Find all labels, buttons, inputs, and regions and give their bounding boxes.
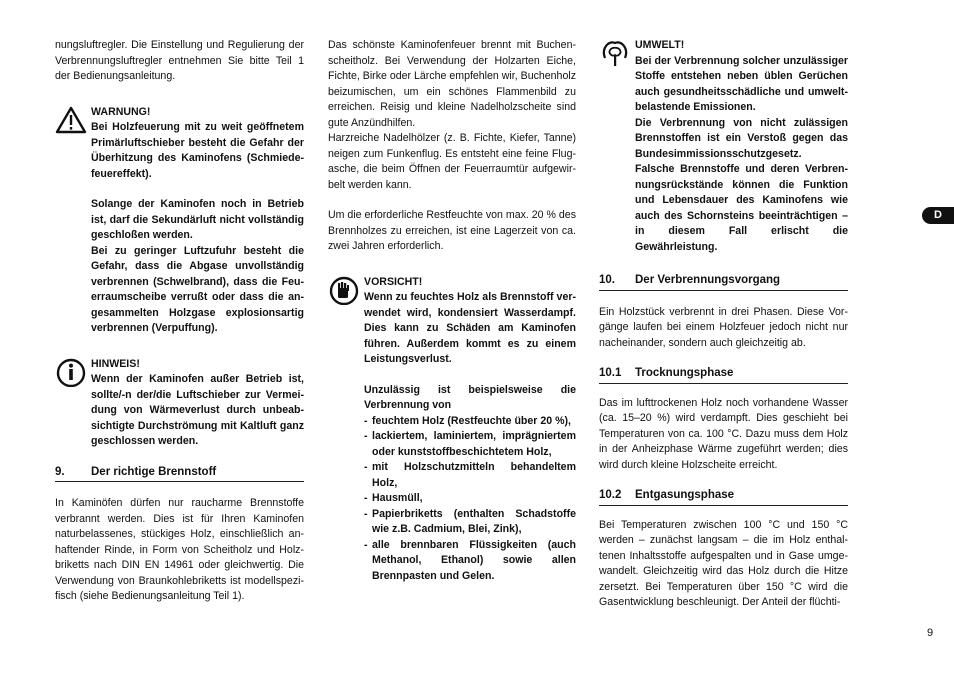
warning-text-1: Bei Holzfeuerung mit zu weit geöffnetem Primärluftschieber besteht die Gefahr der Überhitzung des Kaminofens (Schmiedefeuereffekt). [91, 121, 304, 180]
section-10-number: 10. [599, 274, 615, 286]
warning-triangle-icon [55, 105, 87, 135]
column-left [55, 38, 304, 605]
hint-title: HINWEIS! [91, 357, 140, 370]
list-item: - Hausmüll, [364, 491, 576, 507]
environment-notice [599, 38, 848, 255]
section-9-heading [55, 465, 304, 483]
column-middle [328, 38, 576, 584]
caution-list-title: Unzulässig ist beispielsweise die Verbrennung von [364, 383, 576, 411]
environment-text-2: Die Verbrennung von nicht zulässigen Brennstoffen ist ein Verstoß gegen das Bundesimmissionsschutzgesetz. [635, 116, 848, 160]
list-item: - Papierbriketts (enthalten Schadstoffe wie z.B. Cadmium, Blei, Zink), [364, 507, 576, 538]
section-10-2-number: 10.2 [599, 489, 622, 501]
moisture-paragraph: Um die erforderliche Restfeuchte von max. 20 % des Brennholzes zu erreichen, ist eine Lagerzeit von ca. zwei Jahren erforderlich. [328, 209, 576, 252]
intro-paragraph: nungsluftregler. Die Einstellung und Regulierung der Verbrennungsluftregler entnehmen Sie bitte Teil 1 der Bedienungsanleitung. [55, 39, 304, 82]
language-tab: D [922, 207, 954, 224]
section-9-number: 9. [55, 465, 65, 478]
column-right [599, 38, 848, 611]
environment-text-1: Bei der Verbrennung solcher unzulässiger Stoffe entstehen neben üblen Gerüchen auch gesundheitsschädliche und umweltbelastende Emissionen. [635, 54, 848, 113]
environment-title: UMWELT! [635, 39, 685, 51]
caution-title: VORSICHT! [364, 275, 423, 288]
beech-wood-paragraph: Das schönste Kaminofenfeuer brennt mit Buchenscheitholz. Bei Verwendung der Holzarten Eiche, Fichte, Birke oder Lärche empfehlen wir, Buchenholz beizumischen, um ein schönes Flammenbild zu erreichen. Reisig und kleine Nadelholzscheite sind gute Anzündhilfen. [328, 39, 576, 129]
section-10-1-title: Trocknungsphase [635, 367, 734, 379]
page-number: 9 [927, 627, 934, 639]
forbidden-fuels-list [364, 414, 576, 585]
list-item: - lackiertem, laminiertem, imprägniertem oder kunststoffbeschichtetem Holz, [364, 429, 576, 460]
hint-text: Wenn der Kaminofen außer Betrieb ist, sollte/-n der/die Luftschieber zur Vermeidung von Wärmeverlust durch unbeabsichtigte Durchströmung mit Kaltluft ganz geschlossen werden. [91, 373, 304, 447]
info-icon [55, 357, 87, 387]
section-10-paragraph: Ein Holzstück verbrennt in drei Phasen. Diese Vorgänge laufen bei einem Holzfeuer jedoch nicht nur nacheinander, sondern auch gleichzeitig ab. [599, 305, 848, 349]
environment-text-3: Falsche Brennstoffe und deren Verbrennungsrückstände können die Funktion und Lebensdauer des Kaminofens wie auch des Schornsteins beeinträchtigen – in diesem Fall erlischt die Gewährleistung. [635, 163, 848, 253]
list-item: - feuchtem Holz (Restfeuchte über 20 %), [364, 414, 576, 430]
section-10-heading [599, 273, 848, 291]
resinous-wood-paragraph: Harzreiche Nadelhölzer (z. B. Fichte, Kiefer, Tanne) neigen zum Funkenflug. Es entsteht eine feine Flugasche, die beim Öffnen der Feuerraumtür aufgewirbelt werden kann. [328, 132, 576, 191]
section-10-2-paragraph: Bei Temperaturen zwischen 100 °C und 150 °C werden – zunächst langsam – die im Holz enthaltenen Inhaltsstoffe aufgespalten und in Gase umgewandelt. Gleichzeitig wird das Holz durch die Hitze zersetzt. Bei Temperaturen über 150 °C wird die Gasentwicklung beschleunigt. Der Anteil der flüchti- [599, 518, 848, 608]
environment-tree-icon [599, 38, 631, 68]
section-9-paragraph: In Kaminöfen dürfen nur raucharme Brennstoffe verbrannt werden. Dies ist für Ihren Kaminofen naturbelassenes, stückiges Holz, einschließlich anhaftender Rinde, in Form von Scheitholz und Holzbriketts nach DIN EN 14961 oder gleichwertig. Die Verwendung von Braunkohlebriketts ist modellspezifisch (siehe Bedienungsanleitung Teil 1). [55, 497, 304, 602]
caution-hand-icon [328, 275, 360, 305]
list-item: - alle brennbaren Flüssigkeiten (auch Methanol, Ethanol) sowie allen Brennpasten und Gelen. [364, 538, 576, 585]
section-10-2-heading [599, 488, 848, 506]
list-item: - mit Holzschutzmitteln behandeltem Holz, [364, 460, 576, 491]
section-10-1-paragraph: Das im lufttrockenen Holz noch vorhandene Wasser (ca. 15–20 %) wird verdampft. Dies geschieht bei Temperaturen von ca. 100 °C. Dazu muss dem Holz in der Anheizphase Wärme zugeführt werden; dies wird durch kleine Holzscheite erreicht. [599, 396, 848, 471]
warning-title: WARNUNG! [91, 105, 151, 118]
section-10-title: Der Verbrennungsvorgang [635, 274, 781, 286]
warning-notice [55, 105, 304, 337]
hint-notice [55, 357, 304, 450]
section-9-title: Der richtige Brennstoff [91, 465, 217, 478]
warning-text-2: Solange der Kaminofen noch in Betrieb ist, darf die Sekundärluft nicht vollständig geschloßen werden. [91, 198, 304, 241]
warning-text-3: Bei zu geringer Luftzufuhr besteht die Gefahr, dass die Abgase unvollständig verbrennen (Schwelbrand), dass die Feuerraumscheibe verrußt oder dass die angesammelten Holzgase explosionsartig verbrennen (Verpuffung). [91, 244, 304, 334]
caution-notice [328, 275, 576, 585]
section-10-2-title: Entgasungsphase [635, 489, 735, 501]
caution-text: Wenn zu feuchtes Holz als Brennstoff verwendet wird, kondensiert Wasserdampf. Dies kann zu Schäden am Kaminofen führen. Außerdem kommt es zu einem Leistungsverlust. [364, 291, 576, 365]
section-10-1-number: 10.1 [599, 367, 622, 379]
section-10-1-heading [599, 366, 848, 384]
